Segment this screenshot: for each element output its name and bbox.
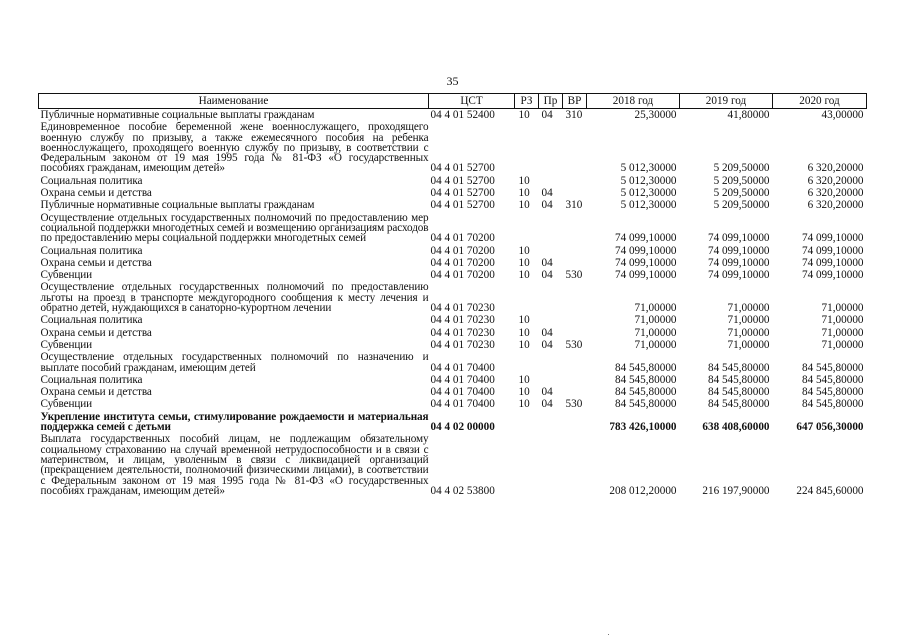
row-name-cell <box>39 269 429 281</box>
table-row <box>39 175 867 187</box>
header-row <box>39 94 867 109</box>
row-value-2018: 74 099,10000 <box>614 256 677 269</box>
row-name-cell <box>39 245 429 257</box>
row-vr <box>563 411 587 434</box>
row-name-cell <box>39 339 429 351</box>
row-vr <box>563 351 587 374</box>
row-value-2020: 71,00000 <box>821 302 864 315</box>
row-value-2019: 5 209,50000 <box>713 187 770 200</box>
row-pr: 04 <box>541 199 553 212</box>
row-name: Охрана семьи и детства <box>40 326 152 339</box>
row-name-cell <box>39 281 429 314</box>
row-name-cell <box>39 121 429 174</box>
row-code: 04 4 01 52700 <box>430 162 495 175</box>
row-value-2018: 5 012,30000 <box>620 187 677 200</box>
row-rz <box>515 121 539 174</box>
row-name: Социальная политика <box>40 373 143 386</box>
row-code: 04 4 01 52400 <box>430 109 495 121</box>
row-value-2018: 84 545,80000 <box>614 398 677 411</box>
row-value-2018: 84 545,80000 <box>614 386 677 399</box>
row-code: 04 4 01 52700 <box>430 199 495 212</box>
row-value-2018: 25,30000 <box>634 109 677 121</box>
row-name-cell <box>39 411 429 434</box>
row-rz: 10 <box>518 199 530 212</box>
row-value-2019: 74 099,10000 <box>707 256 770 269</box>
row-name: Осуществление отдельных государственных полномочий по предоставлению льготы на проезд в транспорте междугородного сообщения к месту лечения и обратно детей, нуждающихся в санаторно-курортном лечении <box>40 281 429 315</box>
row-code: 04 4 01 70230 <box>430 326 495 339</box>
table-row <box>39 212 867 245</box>
row-value-2018: 783 426,10000 <box>609 421 677 434</box>
row-value-2020: 71,00000 <box>821 326 864 339</box>
row-vr: 530 <box>565 398 583 411</box>
row-value-2019: 216 197,90000 <box>702 484 770 497</box>
row-value-2020: 84 545,80000 <box>801 361 864 374</box>
row-vr: 310 <box>565 199 583 212</box>
table-body <box>39 109 867 498</box>
row-name: Субвенции <box>40 269 93 282</box>
budget-table <box>38 93 867 497</box>
table-row <box>39 398 867 410</box>
row-value-2018: 5 012,30000 <box>620 174 677 187</box>
table-row <box>39 411 867 434</box>
table-row <box>39 109 867 122</box>
row-vr: 530 <box>565 269 583 282</box>
row-value-2019: 5 209,50000 <box>713 162 770 175</box>
row-name: Укрепление института семьи, стимулирование рождаемости и материальная поддержка семей с детьми <box>40 410 429 434</box>
row-rz: 10 <box>518 244 530 257</box>
row-name: Субвенции <box>40 398 93 411</box>
row-value-2020: 71,00000 <box>821 314 864 327</box>
row-name-cell <box>39 314 429 326</box>
header-pr: Пр <box>539 94 563 109</box>
row-pr: 04 <box>541 398 553 411</box>
row-code: 04 4 01 70200 <box>430 244 495 257</box>
row-value-2019: 74 099,10000 <box>707 232 770 245</box>
header-2020: 2020 год <box>773 94 867 109</box>
row-value-2018: 5 012,30000 <box>620 162 677 175</box>
table-row <box>39 199 867 211</box>
row-name: Выплата государственных пособий лицам, не подлежащим обязательному социальному страхованию на случай временной нетрудоспособности и в связи с материнством, и лицам, уволенным в связи с ликвидацией организаций (прекращением деятельности, полномочий физическими лицами), в соответствии с Федеральным законом от 19 мая 1995 года № 81-ФЗ «О государственных пособиях гражданам, имеющим детей» <box>40 433 429 497</box>
row-vr <box>563 121 587 174</box>
row-code: 04 4 01 70400 <box>430 386 495 399</box>
row-name: Осуществление отдельных государственных полномочий по назначению и выплате пособий гражданам, имеющим детей <box>40 351 429 374</box>
row-value-2018: 71,00000 <box>634 302 677 315</box>
row-rz: 10 <box>518 326 530 339</box>
row-vr <box>563 212 587 245</box>
row-name: Субвенции <box>40 338 93 351</box>
row-code: 04 4 01 52700 <box>430 187 495 200</box>
row-value-2020: 84 545,80000 <box>801 386 864 399</box>
row-rz: 10 <box>518 338 530 351</box>
row-value-2018: 71,00000 <box>634 338 677 351</box>
row-value-2020: 6 320,20000 <box>807 174 864 187</box>
row-code: 04 4 01 70230 <box>430 338 495 351</box>
row-value-2019: 71,00000 <box>727 302 770 315</box>
row-rz: 10 <box>518 109 530 121</box>
row-value-2018: 74 099,10000 <box>614 269 677 282</box>
row-value-2018: 71,00000 <box>634 326 677 339</box>
row-name-cell <box>39 374 429 386</box>
table-row <box>39 121 867 174</box>
row-vr <box>563 187 587 199</box>
table-row <box>39 327 867 339</box>
table-row <box>39 245 867 257</box>
row-value-2019: 71,00000 <box>727 338 770 351</box>
row-pr <box>539 433 563 497</box>
row-code: 04 4 01 70200 <box>430 269 495 282</box>
row-value-2019: 84 545,80000 <box>707 373 770 386</box>
table-row <box>39 339 867 351</box>
row-code: 04 4 01 70200 <box>430 232 495 245</box>
row-value-2020: 71,00000 <box>821 338 864 351</box>
row-rz <box>515 281 539 314</box>
row-name-cell <box>39 212 429 245</box>
table-row <box>39 257 867 269</box>
table-row <box>39 351 867 374</box>
row-value-2019: 84 545,80000 <box>707 398 770 411</box>
row-pr <box>539 281 563 314</box>
row-rz: 10 <box>518 373 530 386</box>
row-rz <box>515 212 539 245</box>
row-name-cell <box>39 398 429 410</box>
row-value-2019: 84 545,80000 <box>707 361 770 374</box>
table-row <box>39 433 867 497</box>
row-name-cell <box>39 386 429 398</box>
row-vr <box>563 374 587 386</box>
row-vr: 310 <box>565 109 583 121</box>
row-value-2019: 71,00000 <box>727 326 770 339</box>
row-vr <box>563 281 587 314</box>
row-value-2018: 71,00000 <box>634 314 677 327</box>
row-value-2020: 74 099,10000 <box>801 244 864 257</box>
row-name: Охрана семьи и детства <box>40 256 152 269</box>
row-value-2019: 638 408,60000 <box>702 421 770 434</box>
table-row <box>39 187 867 199</box>
row-rz: 10 <box>518 174 530 187</box>
header-2018: 2018 год <box>587 94 680 109</box>
row-rz: 10 <box>518 386 530 399</box>
row-vr <box>563 314 587 326</box>
row-name: Осуществление отдельных государственных полномочий по предоставлению мер социальной поддержки многодетных семей и возмещению организациям расходов по предоставлению меры социальной поддержки многодетных семей <box>40 211 429 245</box>
row-pr: 04 <box>541 326 553 339</box>
row-code: 04 4 01 52700 <box>430 174 495 187</box>
table-row <box>39 281 867 314</box>
row-value-2019: 84 545,80000 <box>707 386 770 399</box>
row-name-cell <box>39 175 429 187</box>
row-value-2020: 84 545,80000 <box>801 398 864 411</box>
row-value-2018: 74 099,10000 <box>614 244 677 257</box>
row-value-2020: 6 320,20000 <box>807 187 864 200</box>
row-value-2020: 84 545,80000 <box>801 373 864 386</box>
row-code: 04 4 01 70400 <box>430 361 495 374</box>
row-vr <box>563 245 587 257</box>
row-value-2019: 71,00000 <box>727 314 770 327</box>
row-name-cell <box>39 109 429 122</box>
table-row <box>39 314 867 326</box>
row-name: Публичные нормативные социальные выплаты гражданам <box>40 199 315 212</box>
row-code: 04 4 01 70400 <box>430 373 495 386</box>
row-name: Социальная политика <box>40 244 143 257</box>
row-code: 04 4 01 70200 <box>430 256 495 269</box>
row-name: Единовременное пособие беременной жене военнослужащего, проходящего военную службу по призыву, а также ежемесячного пособия на ребенка военнослужащего, проходящего военную службу по призыву, в соответствии с Федеральным законом от 19 мая 1995 года № 81-ФЗ «О государственных пособиях гражданам, имеющим детей» <box>40 121 429 175</box>
row-pr <box>539 374 563 386</box>
row-pr: 04 <box>541 187 553 200</box>
row-value-2018: 74 099,10000 <box>614 232 677 245</box>
header-rz: РЗ <box>515 94 539 109</box>
row-value-2018: 84 545,80000 <box>614 373 677 386</box>
scan-mark <box>608 634 609 635</box>
row-pr <box>539 212 563 245</box>
row-pr: 04 <box>541 386 553 399</box>
row-rz: 10 <box>518 269 530 282</box>
row-rz: 10 <box>518 398 530 411</box>
header-vr: ВР <box>563 94 587 109</box>
row-rz: 10 <box>518 256 530 269</box>
header-2019: 2019 год <box>680 94 773 109</box>
row-rz <box>515 433 539 497</box>
row-vr: 530 <box>565 338 583 351</box>
row-value-2018: 208 012,20000 <box>609 484 677 497</box>
row-pr <box>539 314 563 326</box>
row-value-2020: 6 320,20000 <box>807 199 864 212</box>
row-pr: 04 <box>541 269 553 282</box>
row-vr <box>563 386 587 398</box>
row-code: 04 4 01 70230 <box>430 302 495 315</box>
row-value-2019: 74 099,10000 <box>707 269 770 282</box>
row-rz <box>515 411 539 434</box>
row-pr: 04 <box>541 338 553 351</box>
row-value-2018: 84 545,80000 <box>614 361 677 374</box>
row-vr <box>563 257 587 269</box>
row-name: Охрана семьи и детства <box>40 386 152 399</box>
page-number: 35 <box>446 74 459 88</box>
row-pr <box>539 245 563 257</box>
row-code: 04 4 01 70230 <box>430 314 495 327</box>
row-value-2018: 5 012,30000 <box>620 199 677 212</box>
table-row <box>39 386 867 398</box>
row-value-2020: 6 320,20000 <box>807 162 864 175</box>
row-code: 04 4 02 53800 <box>430 484 495 497</box>
row-name: Публичные нормативные социальные выплаты гражданам <box>40 109 315 121</box>
row-name: Социальная политика <box>40 314 143 327</box>
table-row <box>39 374 867 386</box>
row-name-cell <box>39 187 429 199</box>
row-value-2020: 647 056,30000 <box>796 421 864 434</box>
row-name: Охрана семьи и детства <box>40 187 152 200</box>
row-name-cell <box>39 257 429 269</box>
row-value-2020: 74 099,10000 <box>801 232 864 245</box>
row-value-2019: 41,80000 <box>727 109 770 121</box>
row-name-cell <box>39 199 429 211</box>
header-code: ЦСТ <box>429 94 515 109</box>
row-value-2020: 74 099,10000 <box>801 256 864 269</box>
row-rz <box>515 351 539 374</box>
row-code: 04 4 02 00000 <box>430 421 495 434</box>
row-vr <box>563 433 587 497</box>
row-rz: 10 <box>518 187 530 200</box>
row-pr: 04 <box>541 109 553 121</box>
row-value-2020: 74 099,10000 <box>801 269 864 282</box>
row-pr <box>539 411 563 434</box>
row-pr <box>539 175 563 187</box>
row-name-cell <box>39 327 429 339</box>
header-name: Наименование <box>39 94 429 109</box>
row-value-2020: 43,00000 <box>821 109 864 121</box>
row-name: Социальная политика <box>40 174 143 187</box>
row-value-2019: 5 209,50000 <box>713 174 770 187</box>
row-value-2019: 5 209,50000 <box>713 199 770 212</box>
row-name-cell <box>39 433 429 497</box>
row-pr: 04 <box>541 256 553 269</box>
row-value-2020: 224 845,60000 <box>796 484 864 497</box>
row-rz: 10 <box>518 314 530 327</box>
row-name-cell <box>39 351 429 374</box>
row-value-2019: 74 099,10000 <box>707 244 770 257</box>
row-pr <box>539 121 563 174</box>
row-pr <box>539 351 563 374</box>
row-code: 04 4 01 70400 <box>430 398 495 411</box>
row-vr <box>563 175 587 187</box>
row-vr <box>563 327 587 339</box>
table-row <box>39 269 867 281</box>
